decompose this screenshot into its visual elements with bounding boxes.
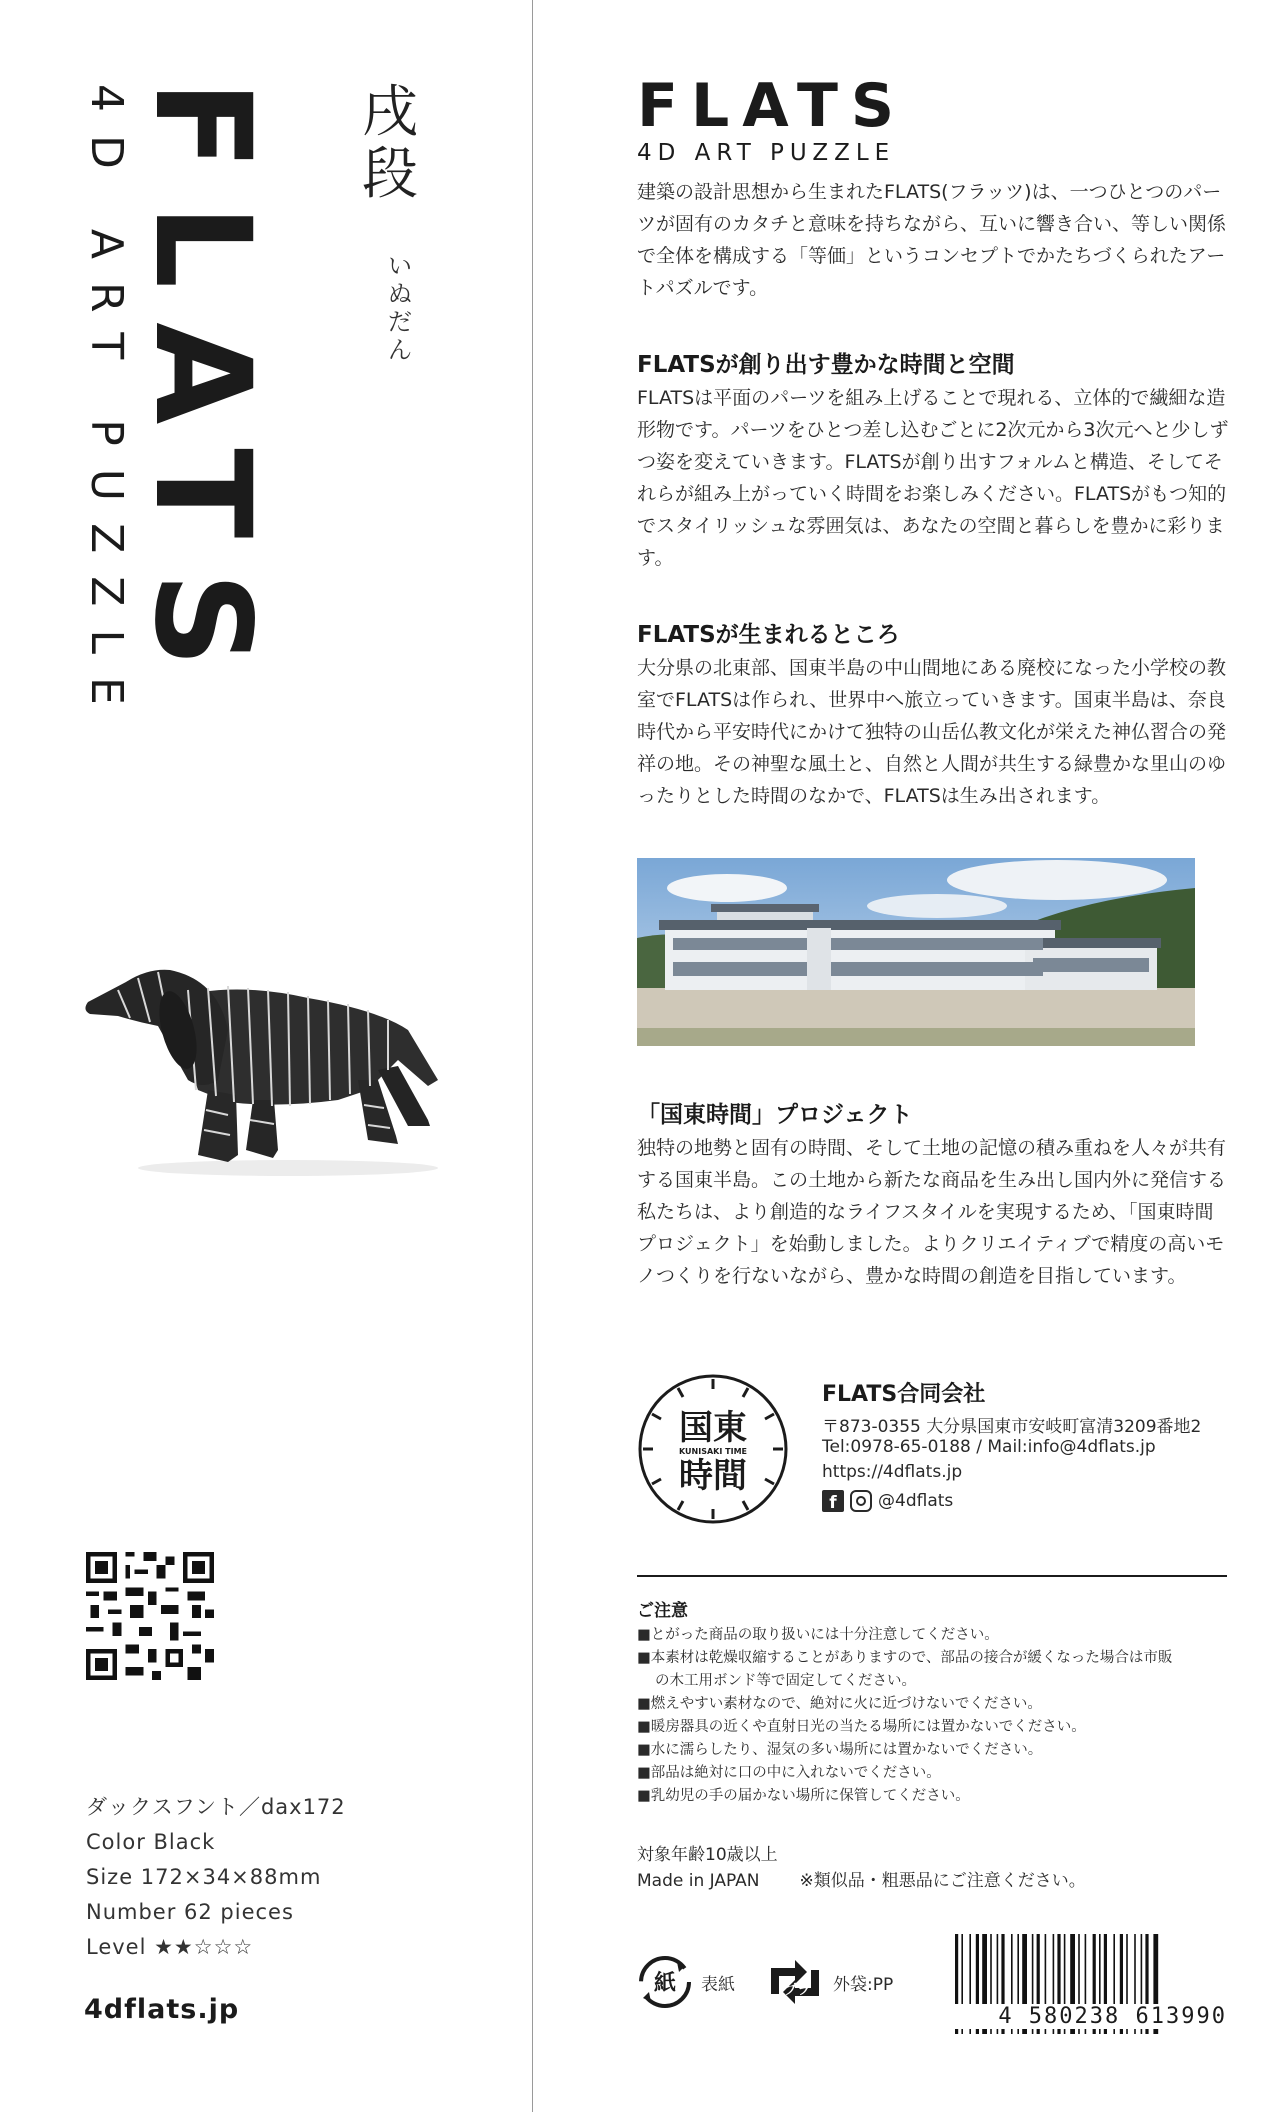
caution-list xyxy=(637,1624,1237,1808)
spec-size: Size 172×34×88mm xyxy=(86,1865,322,1889)
social-links xyxy=(822,1490,953,1512)
logo-title: FLATS xyxy=(637,71,908,141)
caution-item: ■乳幼児の手の届かない場所に保管してください。 xyxy=(637,1788,970,1804)
section-rule xyxy=(637,1575,1227,1577)
svg-text:紙: 紙 xyxy=(653,1971,677,1996)
left-panel xyxy=(0,0,532,2112)
company-contact[interactable]: Tel:0978-65-0188 / Mail:info@4dflats.jp xyxy=(822,1437,1156,1457)
section-body-origin: 大分県の北東部、国東半島の中山間地にある廃校になった小学校の教室でFLATSは作られ、世界中へ旅立っていきます。国東半島は、奈良時代から平安時代にかけて独特の山岳仏教文化が栄えた神仏習合の発祥の地。その神聖な風土と、自然と人間が共生する緑豊かな里山のゆったりとした時間のなかで、FLATSは生み出されます。 xyxy=(637,657,1227,807)
caution-item: ■暖房器具の近くや直射日光の当たる場所には置かないでください。 xyxy=(637,1719,1086,1735)
paper-recycle-mark xyxy=(637,1954,735,2010)
kunisaki-time-seal xyxy=(637,1373,789,1525)
section-heading-project: 「国東時間」プロジェクト xyxy=(637,1102,913,1128)
logo-subtitle: 4D ART PUZZLE xyxy=(637,140,896,166)
imitation-note: ※類似品・粗悪品にご注意ください。 xyxy=(799,1871,1086,1891)
section-heading-space: FLATSが創り出す豊かな時間と空間 xyxy=(637,352,1015,378)
made-in: Made in JAPAN xyxy=(637,1871,760,1891)
plastic-recycle-icon xyxy=(765,1954,825,2010)
vertical-subtitle: 4D ART PUZZLE xyxy=(81,84,132,728)
section-heading-origin: FLATSが生まれるところ xyxy=(637,622,900,648)
section-body-project: 独特の地勢と固有の時間、そして土地の記憶の積み重ねを人々が共有する国東半島。この土地から新たな商品を生み出し国内外に発信する私たちは、より創造的なライフスタイルを実現するため、「国東時間プロジェクト」を始動しました。よりクリエイティブで精度の高いモノつくりを行ないながら、豊かな時間の創造を目指しています。 xyxy=(637,1137,1227,1287)
product-specs xyxy=(86,1790,346,1965)
paper-recycle-icon xyxy=(637,1954,693,2010)
caution-item: の木工用ボンド等で固定してください。 xyxy=(655,1673,916,1689)
seal-bottom-text: 時間 xyxy=(679,1456,747,1496)
dachshund-puzzle-image xyxy=(78,930,458,1180)
section-body-space: FLATSは平面のパーツを組み上げることで現れる、立体的で繊細な造形物です。パーツをひとつ差し込むごとに2次元から3次元へと少しずつ姿を変えていきます。FLATSが創り出すフォルムと構造、そしてそれらが組み上がっていく時間をお楽しみください。FLATSがもつ知的でスタイリッシュな雰囲気は、あなたの空間と暮らしを豊かに彩ります。 xyxy=(637,387,1229,569)
vertical-logo: FLATS xyxy=(125,80,279,702)
svg-text:プラ: プラ xyxy=(783,1983,811,1998)
paper-recycle-label: 表紙 xyxy=(701,1974,735,1995)
right-panel xyxy=(533,0,1280,2112)
website-link[interactable]: 4dflats.jp xyxy=(84,1994,240,2025)
barcode-number: 4 580238 613990 xyxy=(931,2004,1227,2029)
age-info xyxy=(637,1842,1086,1894)
company-address: 〒873-0355 大分県国東市安岐町富清3209番地2 xyxy=(822,1417,1202,1437)
caution-item: ■本素材は乾燥収縮することがありますので、部品の接合が緩くなった場合は市販 xyxy=(637,1650,1173,1666)
caution-title: ご注意 xyxy=(637,1601,688,1621)
company-name: FLATS合同会社 xyxy=(822,1382,986,1407)
qr-code[interactable] xyxy=(86,1552,214,1680)
facebook-icon[interactable]: f xyxy=(822,1490,844,1512)
spec-model: ダックスフント／dax172 xyxy=(86,1795,346,1819)
school-building-photo xyxy=(637,858,1195,1046)
spec-pieces: Number 62 pieces xyxy=(86,1900,294,1924)
product-name: 戌 段 xyxy=(362,80,418,207)
intro-text: 建築の設計思想から生まれたFLATS(フラッツ)は、一つひとつのパーツが固有のカタチと意味を持ちながら、互いに響き合い、等しい関係で全体を構成する「等価」というコンセプトでかたちづくられたアートパズルです。 xyxy=(637,181,1227,299)
seal-top-text: 国東 xyxy=(679,1408,747,1448)
product-name-ruby: い ぬ だ ん xyxy=(388,252,412,364)
plastic-recycle-mark xyxy=(765,1954,893,2010)
plastic-recycle-label: 外袋:PP xyxy=(833,1974,894,1995)
caution-item: ■とがった商品の取り扱いには十分注意してください。 xyxy=(637,1627,999,1643)
caution-item: ■燃えやすい素材なので、絶対に火に近づけないでください。 xyxy=(637,1696,1042,1712)
caution-item: ■部品は絶対に口の中に入れないでください。 xyxy=(637,1765,941,1781)
spec-color: Color Black xyxy=(86,1830,216,1854)
instagram-icon[interactable] xyxy=(850,1490,872,1512)
spec-level: Level ★★☆☆☆ xyxy=(86,1935,254,1959)
seal-band-text: KUNISAKI TIME xyxy=(679,1447,747,1456)
target-age: 対象年齢10歳以上 xyxy=(637,1845,778,1865)
caution-item: ■水に濡らしたり、湿気の多い場所には置かないでください。 xyxy=(637,1742,1043,1758)
company-url[interactable]: https://4dflats.jp xyxy=(822,1462,963,1482)
social-handle[interactable]: @4dflats xyxy=(878,1491,954,1511)
